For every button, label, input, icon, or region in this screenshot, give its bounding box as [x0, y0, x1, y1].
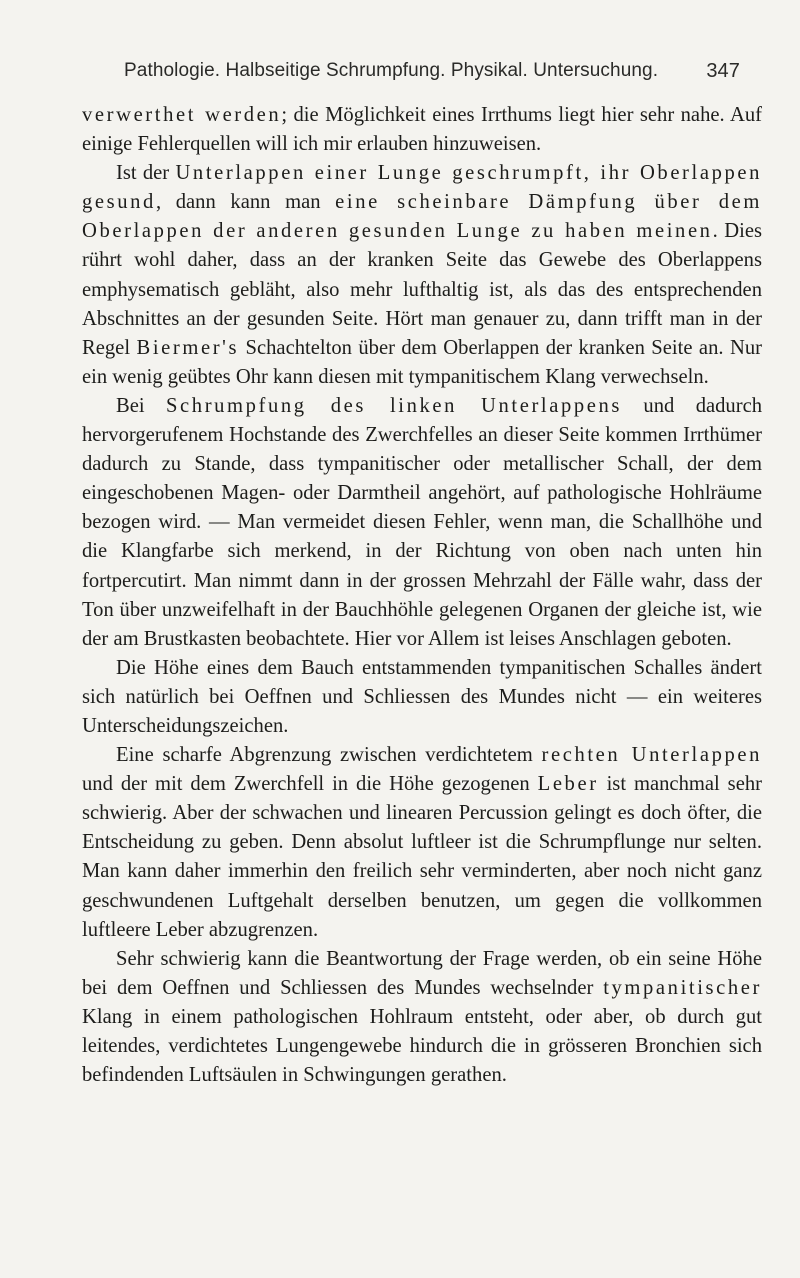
- paragraph: [82, 741, 762, 945]
- emphasized-text: Schrumpfung des linken Unterlappens: [166, 394, 623, 417]
- emphasized-text: Unterlappen einer Lunge geschrumpft, ihr Oberlappen gesund: [82, 162, 763, 214]
- emphasized-text: Leber: [537, 773, 599, 796]
- page-number: 347: [706, 60, 740, 82]
- text-run: ; die Möglichkeit eines Irrthums liegt hier sehr nahe. Auf einige Fehlerquellen will ich mir erlauben hinzuweisen.: [82, 104, 763, 156]
- paragraph: [82, 101, 762, 159]
- text-run: Eine scharfe Abgrenzung zwischen verdichtetem: [116, 744, 542, 767]
- text-run: und der mit dem Zwerchfell in die Höhe gezogenen: [82, 773, 538, 796]
- paragraph: [82, 159, 762, 392]
- text-run: und dadurch hervorgerufenem Hochstande des Zwerchfelles an dieser Seite kommen Irrthümer dadurch zu Stande, dass tympanitischer oder metallischer Schall, der dem eingeschobenen Magen- oder Darmtheil angehört, auf pathologische Hohlräume bezogen wird. — Man vermeidet diesen Fehler, wenn man, die Schallhöhe und die Klangfarbe sich merkend, in der Richtung von oben nach unten hin fortpercutirt. Man nimmt dann in der grossen Mehrzahl der Fälle wahr, dass der Ton über unzweifelhaft in der Bauchhöhle gelegenen Organen der gleiche ist, wie der am Brustkasten beobachtete. Hier vor Allem ist leises Anschlagen geboten.: [82, 394, 763, 650]
- text-run: . Dies rührt wohl daher, dass an der kranken Seite das Gewebe des Oberlappens emphysematisch gebläht, also mehr lufthaltig ist, als das des entsprechenden Abschnittes an der gesunden Seite. Hört man genauer zu, dann trifft man in der Regel: [82, 220, 762, 359]
- text-run: Schachtelton über dem Oberlappen der kranken Seite an. Nur ein wenig geübtes Ohr kann diesen mit tympanitischem Klang verwechseln.: [82, 336, 762, 388]
- text-run: Sehr schwierig kann die Beantwortung der Frage werden, ob ein seine Höhe bei dem Oeffnen und Schliessen des Mundes wechselnder: [82, 947, 762, 999]
- text-run: ist manchmal sehr schwierig. Aber der schwachen und linearen Percussion gelingt es doch öfter, die Entscheidung zu geben. Denn absolut luftleer ist die Schrumpflunge nur selten. Man kann daher immerhin den freilich sehr verminderten, aber noch nicht ganz geschwundenen Luftgehalt derselben benutzen, um gegen die vollkommen luftleere Leber abzugrenzen.: [82, 773, 762, 941]
- running-header: [124, 60, 740, 82]
- running-title: Pathologie. Halbseitige Schrumpfung. Physikal. Untersuchung.: [124, 60, 659, 81]
- emphasized-text: eine scheinbare Dämpfung über dem Oberlappen der anderen gesunden Lunge zu haben meinen: [82, 191, 762, 243]
- emphasized-text: tympanitischer: [603, 976, 762, 999]
- paragraph: [82, 392, 762, 654]
- text-run: Ist der: [116, 162, 176, 185]
- text-run: , dann kann man: [155, 191, 336, 214]
- emphasized-text: rechten Unterlappen: [541, 744, 763, 767]
- emphasized-text: verwerthet werden: [82, 104, 282, 126]
- text-run: Klang in einem pathologischen Hohlraum entsteht, oder aber, ob durch gut leitendes, verdichtetes Lungengewebe hindurch die in grösseren Bronchien sich befindenden Luftsäulen in Schwingungen gerathen.: [82, 1005, 762, 1087]
- paragraph: [82, 654, 762, 741]
- emphasized-text: Biermer's: [136, 336, 240, 359]
- body-text: [82, 101, 762, 1090]
- text-run: Bei: [116, 394, 166, 417]
- text-run: Die Höhe eines dem Bauch entstammenden tympanitischen Schalles ändert sich natürlich bei Oeffnen und Schliessen des Mundes nicht — ein weiteres Unterscheidungszeichen.: [82, 656, 762, 737]
- paragraph: [82, 945, 762, 1090]
